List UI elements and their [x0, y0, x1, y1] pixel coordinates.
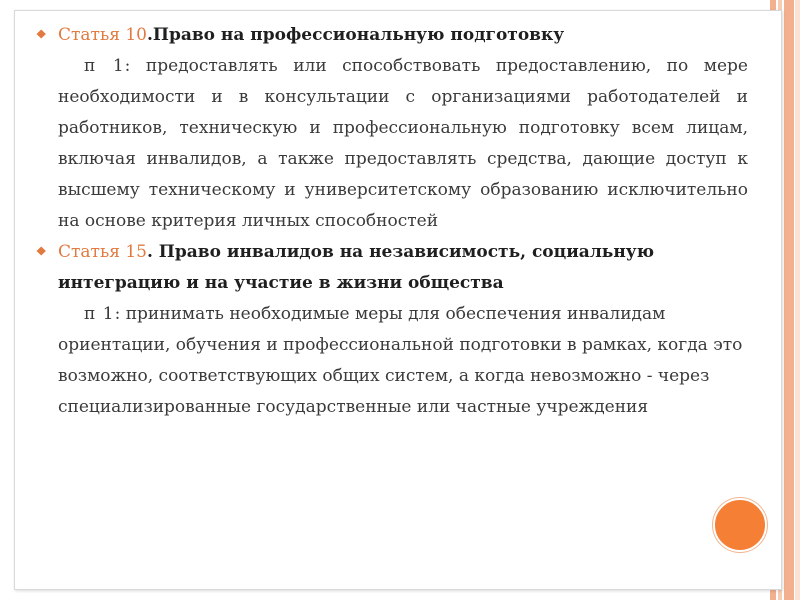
article-15-heading: [36, 237, 748, 299]
article-10-clause-text: : предоставлять или способствовать предоставлению, по мере необходимости и в консультации с организациями работодателей и работников, техническую и профессиональную подготовку всем лицам, включая инвалидов, а также предоставлять средства, дающие доступ к высшему техническому и университетскому образованию исключительно на основе критерия личных способностей: [58, 56, 748, 231]
slide-content: [36, 20, 748, 423]
article-15-clause-text: : принимать необходимые меры для обеспечения инвалидам ориентации, обучения и профессиональной подготовки в рамках, когда это возможно, соответствующих общих систем, а когда невозможно - через специализированные государственные или частные учреждения: [58, 304, 743, 417]
article-10-clause-label: п 1: [84, 56, 125, 76]
article-10-title: .Право на профессиональную подготовку: [146, 25, 565, 45]
article-10-label: Статья 10: [58, 25, 147, 45]
article-15-title: . Право инвалидов на независимость, социальную интеграцию и на участие в жизни общества: [58, 242, 655, 293]
article-15-label: Статья 15: [58, 242, 147, 262]
decorative-stripe: [784, 0, 794, 600]
bullet-arrow-icon: ⯁: [36, 245, 47, 260]
article-10-heading: [36, 20, 748, 51]
article-15-clause-label: п 1: [84, 304, 115, 324]
bullet-arrow-icon: ⯁: [36, 28, 47, 43]
decorative-stripe: [795, 0, 800, 600]
article-10-clause: [58, 51, 748, 237]
article-15-clause: [58, 299, 748, 423]
decorative-circle: [713, 498, 767, 552]
